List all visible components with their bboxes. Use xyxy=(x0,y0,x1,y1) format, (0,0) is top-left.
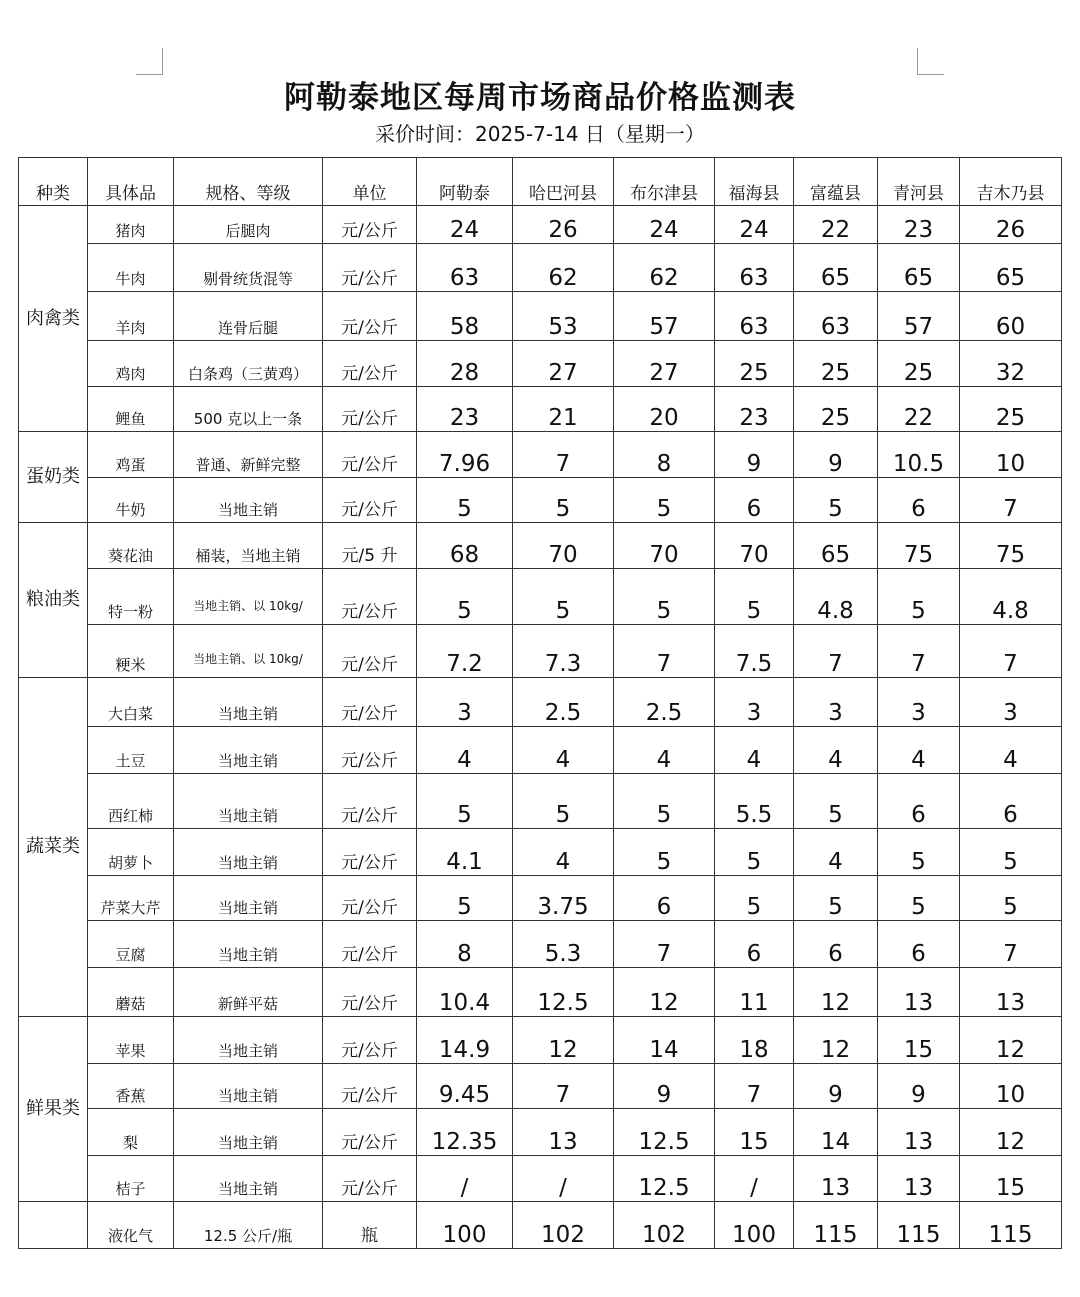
unit-cell: 元/公斤 xyxy=(323,292,417,341)
price-cell: 4 xyxy=(417,727,513,774)
table-row xyxy=(19,341,1062,387)
price-cell: / xyxy=(715,1156,794,1202)
price-cell: 32 xyxy=(960,341,1062,387)
price-cell: 25 xyxy=(715,341,794,387)
price-cell: 7 xyxy=(513,432,614,478)
price-cell: 9 xyxy=(794,432,878,478)
price-cell: 75 xyxy=(960,523,1062,569)
table-row xyxy=(19,569,1062,625)
table-row xyxy=(19,1017,1062,1064)
price-cell: 4 xyxy=(960,727,1062,774)
price-cell: 26 xyxy=(960,206,1062,244)
price-cell: / xyxy=(417,1156,513,1202)
price-cell: 5 xyxy=(794,876,878,921)
price-cell: 4 xyxy=(513,727,614,774)
price-cell: 5 xyxy=(513,774,614,829)
item-cell: 鸡蛋 xyxy=(88,432,174,478)
item-cell: 牛奶 xyxy=(88,478,174,523)
price-cell: 28 xyxy=(417,341,513,387)
price-cell: 9 xyxy=(794,1064,878,1109)
unit-cell: 元/公斤 xyxy=(323,1109,417,1156)
spec-cell: 当地主销 xyxy=(174,1109,323,1156)
price-cell: 12 xyxy=(614,968,715,1017)
price-cell: 24 xyxy=(715,206,794,244)
price-cell: 8 xyxy=(614,432,715,478)
price-cell: 27 xyxy=(513,341,614,387)
price-cell: 27 xyxy=(614,341,715,387)
spec-cell: 普通、新鲜完整 xyxy=(174,432,323,478)
price-cell: 63 xyxy=(715,244,794,292)
price-cell: 20 xyxy=(614,387,715,432)
unit-cell: 元/公斤 xyxy=(323,968,417,1017)
price-cell: 58 xyxy=(417,292,513,341)
price-cell: 100 xyxy=(715,1202,794,1249)
header-region-fuhai: 福海县 xyxy=(715,158,794,206)
spec-cell: 当地主销 xyxy=(174,478,323,523)
price-cell: 7 xyxy=(960,478,1062,523)
price-cell: 63 xyxy=(417,244,513,292)
header-item: 具体品 xyxy=(88,158,174,206)
price-cell: 62 xyxy=(513,244,614,292)
price-cell: 5 xyxy=(715,569,794,625)
price-cell: 5 xyxy=(960,829,1062,876)
document-subtitle: 采价时间：2025-7-14 日（星期一） xyxy=(375,122,705,146)
price-cell: 7 xyxy=(794,625,878,678)
item-cell: 西红柿 xyxy=(88,774,174,829)
price-cell: 100 xyxy=(417,1202,513,1249)
price-cell: 5 xyxy=(417,774,513,829)
price-cell: 6 xyxy=(614,876,715,921)
item-cell: 梨 xyxy=(88,1109,174,1156)
table-row xyxy=(19,678,1062,727)
page-corner-mark-left xyxy=(136,48,163,75)
price-cell: 115 xyxy=(878,1202,960,1249)
item-cell: 羊肉 xyxy=(88,292,174,341)
price-cell: 14 xyxy=(614,1017,715,1064)
unit-cell: 元/公斤 xyxy=(323,1064,417,1109)
price-cell: 14 xyxy=(794,1109,878,1156)
category-cell: 蛋奶类 xyxy=(19,432,88,523)
price-cell: 15 xyxy=(715,1109,794,1156)
price-cell: 9 xyxy=(614,1064,715,1109)
unit-cell: 元/公斤 xyxy=(323,921,417,968)
price-cell: 4 xyxy=(878,727,960,774)
spec-cell: 500 克以上一条 xyxy=(174,387,323,432)
price-cell: 6 xyxy=(878,774,960,829)
price-cell: 7 xyxy=(960,625,1062,678)
spec-cell: 当地主销、以 10kg/ xyxy=(174,625,323,678)
price-cell: 13 xyxy=(878,1109,960,1156)
item-cell: 粳米 xyxy=(88,625,174,678)
price-cell: 9.45 xyxy=(417,1064,513,1109)
price-cell: 2.5 xyxy=(513,678,614,727)
price-cell: 70 xyxy=(513,523,614,569)
table-row xyxy=(19,292,1062,341)
item-cell: 胡萝卜 xyxy=(88,829,174,876)
unit-cell: 元/公斤 xyxy=(323,1156,417,1202)
header-spec: 规格、等级 xyxy=(174,158,323,206)
table-row xyxy=(19,432,1062,478)
table-row xyxy=(19,727,1062,774)
price-cell: 10.4 xyxy=(417,968,513,1017)
spec-cell: 新鲜平菇 xyxy=(174,968,323,1017)
price-cell: 7 xyxy=(878,625,960,678)
price-cell: 9 xyxy=(878,1064,960,1109)
price-cell: 70 xyxy=(614,523,715,569)
price-cell: 11 xyxy=(715,968,794,1017)
category-cell: 蔬菜类 xyxy=(19,678,88,1017)
price-cell: 26 xyxy=(513,206,614,244)
price-cell: 21 xyxy=(513,387,614,432)
table-row xyxy=(19,1109,1062,1156)
spec-cell: 剔骨统货混等 xyxy=(174,244,323,292)
table-row xyxy=(19,921,1062,968)
price-cell: 24 xyxy=(614,206,715,244)
price-cell: 6 xyxy=(960,774,1062,829)
price-cell: 4 xyxy=(614,727,715,774)
price-cell: 65 xyxy=(878,244,960,292)
price-cell: 4.8 xyxy=(794,569,878,625)
table-row xyxy=(19,876,1062,921)
price-cell: 7.96 xyxy=(417,432,513,478)
price-cell: 4 xyxy=(794,829,878,876)
price-cell: 25 xyxy=(794,387,878,432)
price-cell: 53 xyxy=(513,292,614,341)
price-cell: 5 xyxy=(614,774,715,829)
price-cell: 4 xyxy=(513,829,614,876)
price-cell: 4.1 xyxy=(417,829,513,876)
unit-cell: 元/公斤 xyxy=(323,774,417,829)
price-cell: 115 xyxy=(960,1202,1062,1249)
price-cell: 12 xyxy=(960,1109,1062,1156)
table-row xyxy=(19,478,1062,523)
unit-cell: 元/公斤 xyxy=(323,206,417,244)
price-cell: 3 xyxy=(960,678,1062,727)
spec-cell: 当地主销 xyxy=(174,829,323,876)
price-cell: 57 xyxy=(614,292,715,341)
spec-cell: 当地主销 xyxy=(174,921,323,968)
price-cell: 68 xyxy=(417,523,513,569)
price-cell: 18 xyxy=(715,1017,794,1064)
price-cell: 3 xyxy=(878,678,960,727)
item-cell: 豆腐 xyxy=(88,921,174,968)
spec-cell: 桶装，当地主销 xyxy=(174,523,323,569)
price-cell: 12 xyxy=(794,1017,878,1064)
table-row xyxy=(19,206,1062,244)
price-cell: 3 xyxy=(715,678,794,727)
price-cell: / xyxy=(513,1156,614,1202)
table-row xyxy=(19,523,1062,569)
price-cell: 24 xyxy=(417,206,513,244)
price-cell: 23 xyxy=(715,387,794,432)
unit-cell: 元/公斤 xyxy=(323,478,417,523)
price-cell: 12.5 xyxy=(614,1156,715,1202)
header-unit: 单位 xyxy=(323,158,417,206)
item-cell: 大白菜 xyxy=(88,678,174,727)
item-cell: 鸡肉 xyxy=(88,341,174,387)
price-cell: 5 xyxy=(960,876,1062,921)
unit-cell: 元/公斤 xyxy=(323,244,417,292)
price-cell: 12 xyxy=(794,968,878,1017)
price-cell: 5 xyxy=(794,478,878,523)
unit-cell: 瓶 xyxy=(323,1202,417,1249)
item-cell: 苹果 xyxy=(88,1017,174,1064)
table-row xyxy=(19,1064,1062,1109)
spec-cell: 12.5 公斤/瓶 xyxy=(174,1202,323,1249)
price-cell: 23 xyxy=(878,206,960,244)
price-table xyxy=(18,157,1062,1249)
price-cell: 23 xyxy=(417,387,513,432)
price-cell: 8 xyxy=(417,921,513,968)
price-cell: 7 xyxy=(614,625,715,678)
price-cell: 5 xyxy=(417,478,513,523)
price-cell: 5 xyxy=(614,478,715,523)
price-cell: 6 xyxy=(794,921,878,968)
spec-cell: 白条鸡（三黄鸡） xyxy=(174,341,323,387)
price-cell: 102 xyxy=(614,1202,715,1249)
price-cell: 12 xyxy=(513,1017,614,1064)
price-cell: 5 xyxy=(878,876,960,921)
price-cell: 65 xyxy=(794,523,878,569)
spec-cell: 当地主销 xyxy=(174,1017,323,1064)
price-cell: 5 xyxy=(614,829,715,876)
price-cell: 6 xyxy=(715,478,794,523)
price-cell: 9 xyxy=(715,432,794,478)
price-cell: 7.2 xyxy=(417,625,513,678)
price-cell: 62 xyxy=(614,244,715,292)
table-row xyxy=(19,387,1062,432)
price-cell: 15 xyxy=(878,1017,960,1064)
price-cell: 22 xyxy=(878,387,960,432)
price-cell: 102 xyxy=(513,1202,614,1249)
price-cell: 5 xyxy=(513,569,614,625)
category-cell xyxy=(19,1202,88,1249)
price-cell: 7 xyxy=(960,921,1062,968)
item-cell: 鲤鱼 xyxy=(88,387,174,432)
spec-cell: 当地主销 xyxy=(174,1064,323,1109)
price-cell: 6 xyxy=(878,921,960,968)
price-cell: 7 xyxy=(614,921,715,968)
price-cell: 5 xyxy=(715,876,794,921)
table-row xyxy=(19,968,1062,1017)
price-cell: 5 xyxy=(794,774,878,829)
price-cell: 65 xyxy=(794,244,878,292)
unit-cell: 元/5 升 xyxy=(323,523,417,569)
unit-cell: 元/公斤 xyxy=(323,569,417,625)
price-cell: 3 xyxy=(417,678,513,727)
price-cell: 63 xyxy=(794,292,878,341)
table-row xyxy=(19,244,1062,292)
price-cell: 5 xyxy=(513,478,614,523)
header-region-jeminay: 吉木乃县 xyxy=(960,158,1062,206)
unit-cell: 元/公斤 xyxy=(323,341,417,387)
price-cell: 5 xyxy=(417,876,513,921)
table-row xyxy=(19,774,1062,829)
header-row xyxy=(19,158,1062,206)
table-row xyxy=(19,1156,1062,1202)
header-region-habahe: 哈巴河县 xyxy=(513,158,614,206)
price-cell: 12 xyxy=(960,1017,1062,1064)
price-cell: 10 xyxy=(960,1064,1062,1109)
header-region-qinghe: 青河县 xyxy=(878,158,960,206)
price-cell: 14.9 xyxy=(417,1017,513,1064)
price-cell: 7 xyxy=(513,1064,614,1109)
price-cell: 4.8 xyxy=(960,569,1062,625)
header-category: 种类 xyxy=(19,158,88,206)
price-cell: 10 xyxy=(960,432,1062,478)
document-title: 阿勒泰地区每周市场商品价格监测表 xyxy=(284,80,796,116)
price-cell: 6 xyxy=(715,921,794,968)
price-cell: 5 xyxy=(878,829,960,876)
price-cell: 5.5 xyxy=(715,774,794,829)
price-cell: 13 xyxy=(878,1156,960,1202)
spec-cell: 当地主销 xyxy=(174,1156,323,1202)
price-cell: 12.5 xyxy=(614,1109,715,1156)
price-cell: 7 xyxy=(715,1064,794,1109)
price-cell: 25 xyxy=(960,387,1062,432)
table-body xyxy=(19,206,1062,1249)
price-cell: 5 xyxy=(614,569,715,625)
price-cell: 3 xyxy=(794,678,878,727)
price-cell: 4 xyxy=(794,727,878,774)
item-cell: 液化气 xyxy=(88,1202,174,1249)
price-cell: 10.5 xyxy=(878,432,960,478)
spec-cell: 后腿肉 xyxy=(174,206,323,244)
item-cell: 特一粉 xyxy=(88,569,174,625)
header-region-altay: 阿勒泰 xyxy=(417,158,513,206)
table-row xyxy=(19,1202,1062,1249)
price-cell: 5 xyxy=(417,569,513,625)
spec-cell: 当地主销 xyxy=(174,774,323,829)
unit-cell: 元/公斤 xyxy=(323,432,417,478)
spec-cell: 当地主销、以 10kg/ xyxy=(174,569,323,625)
spec-cell: 当地主销 xyxy=(174,678,323,727)
price-cell: 5 xyxy=(878,569,960,625)
category-cell: 鲜果类 xyxy=(19,1017,88,1202)
spec-cell: 当地主销 xyxy=(174,727,323,774)
spec-cell: 当地主销 xyxy=(174,876,323,921)
price-cell: 4 xyxy=(715,727,794,774)
item-cell: 蘑菇 xyxy=(88,968,174,1017)
price-cell: 60 xyxy=(960,292,1062,341)
unit-cell: 元/公斤 xyxy=(323,727,417,774)
category-cell: 肉禽类 xyxy=(19,206,88,432)
price-cell: 115 xyxy=(794,1202,878,1249)
unit-cell: 元/公斤 xyxy=(323,387,417,432)
unit-cell: 元/公斤 xyxy=(323,876,417,921)
item-cell: 桔子 xyxy=(88,1156,174,1202)
item-cell: 牛肉 xyxy=(88,244,174,292)
price-cell: 13 xyxy=(513,1109,614,1156)
price-cell: 22 xyxy=(794,206,878,244)
page-corner-mark-right xyxy=(917,48,944,75)
item-cell: 土豆 xyxy=(88,727,174,774)
price-cell: 70 xyxy=(715,523,794,569)
price-cell: 75 xyxy=(878,523,960,569)
price-cell: 13 xyxy=(794,1156,878,1202)
category-cell: 粮油类 xyxy=(19,523,88,678)
price-cell: 5.3 xyxy=(513,921,614,968)
price-cell: 12.5 xyxy=(513,968,614,1017)
table-row xyxy=(19,625,1062,678)
price-cell: 15 xyxy=(960,1156,1062,1202)
unit-cell: 元/公斤 xyxy=(323,1017,417,1064)
unit-cell: 元/公斤 xyxy=(323,678,417,727)
price-cell: 63 xyxy=(715,292,794,341)
item-cell: 猪肉 xyxy=(88,206,174,244)
unit-cell: 元/公斤 xyxy=(323,829,417,876)
spec-cell: 连骨后腿 xyxy=(174,292,323,341)
table-row xyxy=(19,829,1062,876)
item-cell: 芹菜大芹 xyxy=(88,876,174,921)
price-cell: 5 xyxy=(715,829,794,876)
item-cell: 葵花油 xyxy=(88,523,174,569)
header-region-burqin: 布尔津县 xyxy=(614,158,715,206)
price-cell: 57 xyxy=(878,292,960,341)
price-cell: 3.75 xyxy=(513,876,614,921)
price-cell: 12.35 xyxy=(417,1109,513,1156)
price-cell: 13 xyxy=(960,968,1062,1017)
unit-cell: 元/公斤 xyxy=(323,625,417,678)
price-cell: 7.5 xyxy=(715,625,794,678)
header-region-fuyun: 富蕴县 xyxy=(794,158,878,206)
price-cell: 6 xyxy=(878,478,960,523)
price-cell: 13 xyxy=(878,968,960,1017)
price-cell: 65 xyxy=(960,244,1062,292)
item-cell: 香蕉 xyxy=(88,1064,174,1109)
price-cell: 7.3 xyxy=(513,625,614,678)
price-cell: 2.5 xyxy=(614,678,715,727)
price-cell: 25 xyxy=(794,341,878,387)
price-cell: 25 xyxy=(878,341,960,387)
